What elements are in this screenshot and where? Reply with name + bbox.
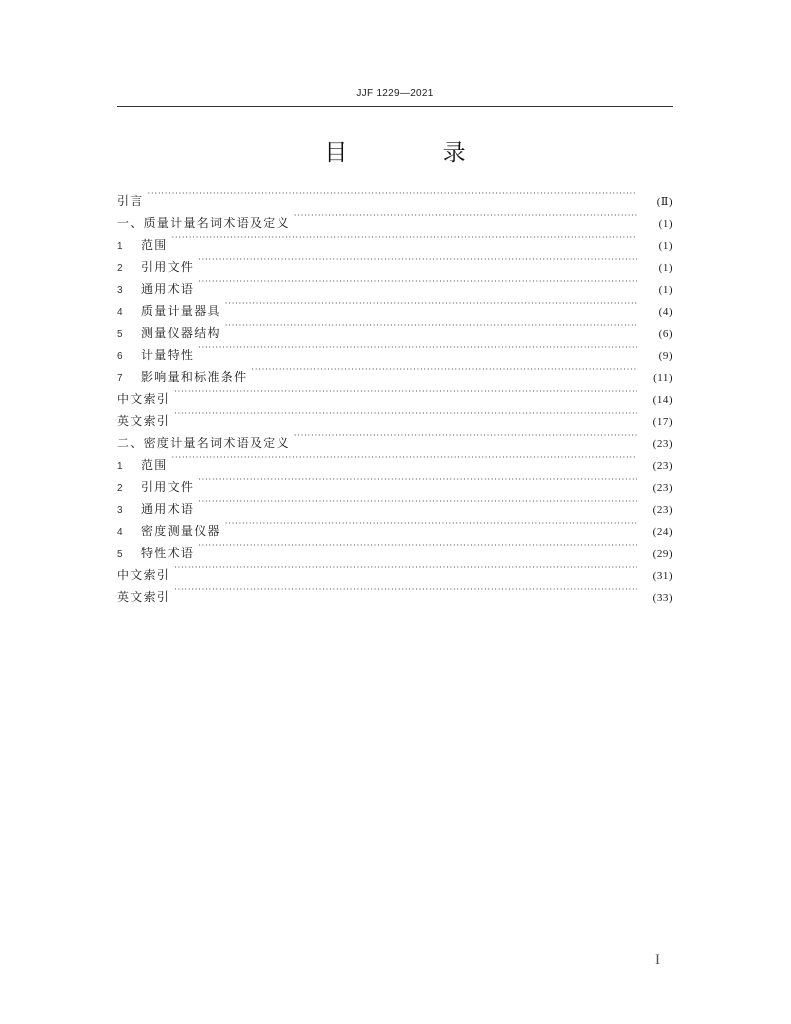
toc-dot-leader [198, 469, 637, 491]
toc-dot-leader [174, 557, 637, 579]
toc-entry[interactable] [117, 513, 673, 538]
toc-dot-leader [174, 403, 637, 425]
toc-dot-leader [172, 447, 637, 469]
toc-dot-leader [198, 337, 637, 359]
toc-dot-leader [198, 535, 637, 557]
toc-entry[interactable] [117, 447, 673, 472]
toc-dot-leader [225, 315, 637, 337]
toc-entry-title: 范围 [141, 458, 168, 472]
toc-entry-page: (23) [652, 504, 673, 516]
toc-dot-leader [198, 491, 637, 513]
toc-entry-title: 中文索引 [117, 392, 171, 406]
toc-dot-leader [225, 513, 637, 535]
toc-entry-title: 影响量和标准条件 [141, 370, 248, 384]
toc-entry-number: 5 [117, 329, 123, 340]
toc-dot-leader [225, 293, 637, 315]
toc-entry[interactable] [117, 183, 673, 208]
toc-entry-number: 5 [117, 549, 123, 560]
toc-entry-number: 3 [117, 505, 123, 516]
toc-entry-title: 引用文件 [141, 480, 195, 494]
toc-entry[interactable] [117, 249, 673, 274]
toc-entry-number: 4 [117, 527, 123, 538]
toc-entry-page: (24) [652, 526, 673, 538]
toc-entry[interactable] [117, 535, 673, 560]
toc-entry-number: 1 [117, 241, 123, 252]
toc-entry[interactable] [117, 579, 673, 604]
toc-entry-page: (23) [652, 438, 673, 450]
toc-entry-title: 通用术语 [141, 282, 195, 296]
toc-entry-page: (1) [658, 218, 673, 230]
toc-entry-title: 英文索引 [117, 414, 171, 428]
toc-entry-title: 通用术语 [141, 502, 195, 516]
toc-entry-title: 密度测量仪器 [141, 524, 221, 538]
toc-entry[interactable] [117, 359, 673, 384]
toc-entry-number: 1 [117, 461, 123, 472]
page-title: 目 录 [324, 140, 510, 166]
toc-entry-number: 7 [117, 373, 123, 384]
toc-entry[interactable] [117, 469, 673, 494]
toc-dot-leader [294, 425, 637, 447]
toc-entry[interactable] [117, 557, 673, 582]
toc-entry-number: 4 [117, 307, 123, 318]
toc-entry-number: 6 [117, 351, 123, 362]
toc-entry-page: (14) [652, 394, 673, 406]
toc-entry-number: 3 [117, 285, 123, 296]
toc-entry-page: (Ⅱ) [656, 196, 673, 208]
toc-entry[interactable] [117, 425, 673, 450]
toc-entry[interactable] [117, 337, 673, 362]
toc-dot-leader [198, 271, 637, 293]
toc-entry[interactable] [117, 293, 673, 318]
toc-entry-page: (6) [658, 328, 673, 340]
toc-entry-page: (9) [658, 350, 673, 362]
toc-entry-page: (11) [653, 372, 673, 384]
toc-dot-leader [172, 227, 637, 249]
toc-entry-page: (29) [652, 548, 673, 560]
toc-dot-leader [174, 381, 637, 403]
toc-entry[interactable] [117, 491, 673, 516]
toc-entry-page: (4) [658, 306, 673, 318]
toc-dot-leader [148, 183, 637, 205]
toc-entry-page: (31) [652, 570, 673, 582]
running-header: JJF 1229—2021 [356, 88, 434, 99]
toc-entry-title: 中文索引 [117, 568, 171, 582]
toc-dot-leader [198, 249, 637, 271]
toc-dot-leader [251, 359, 637, 381]
toc-entry-number: 2 [117, 483, 123, 494]
toc-entry-page: (1) [658, 240, 673, 252]
toc-entry-page: (23) [652, 482, 673, 494]
toc-entry-title: 引用文件 [141, 260, 195, 274]
toc-entry-page: (1) [658, 284, 673, 296]
toc-entry-title: 计量特性 [141, 348, 195, 362]
toc-entry-page: (1) [658, 262, 673, 274]
toc-entry-title: 范围 [141, 238, 168, 252]
toc-dot-leader [174, 579, 637, 601]
toc-entry[interactable] [117, 381, 673, 406]
toc-entry-title: 二、密度计量名词术语及定义 [117, 436, 290, 450]
toc-entry-title: 测量仪器结构 [141, 326, 221, 340]
toc-entry-title: 质量计量器具 [141, 304, 221, 318]
toc-entry-page: (33) [652, 592, 673, 604]
header-rule [117, 106, 673, 107]
toc-entry[interactable] [117, 227, 673, 252]
toc-entry[interactable] [117, 205, 673, 230]
toc-entry[interactable] [117, 403, 673, 428]
toc-entry-title: 特性术语 [141, 546, 195, 560]
toc-entry-title: 引言 [117, 194, 144, 208]
toc-entry-title: 英文索引 [117, 590, 171, 604]
toc-dot-leader [294, 205, 637, 227]
toc-entry[interactable] [117, 271, 673, 296]
toc-entry-page: (17) [652, 416, 673, 428]
table-of-contents [117, 183, 673, 604]
toc-entry-title: 一、质量计量名词术语及定义 [117, 216, 290, 230]
toc-entry-page: (23) [652, 460, 673, 472]
page-number: I [655, 952, 660, 968]
toc-entry-number: 2 [117, 263, 123, 274]
